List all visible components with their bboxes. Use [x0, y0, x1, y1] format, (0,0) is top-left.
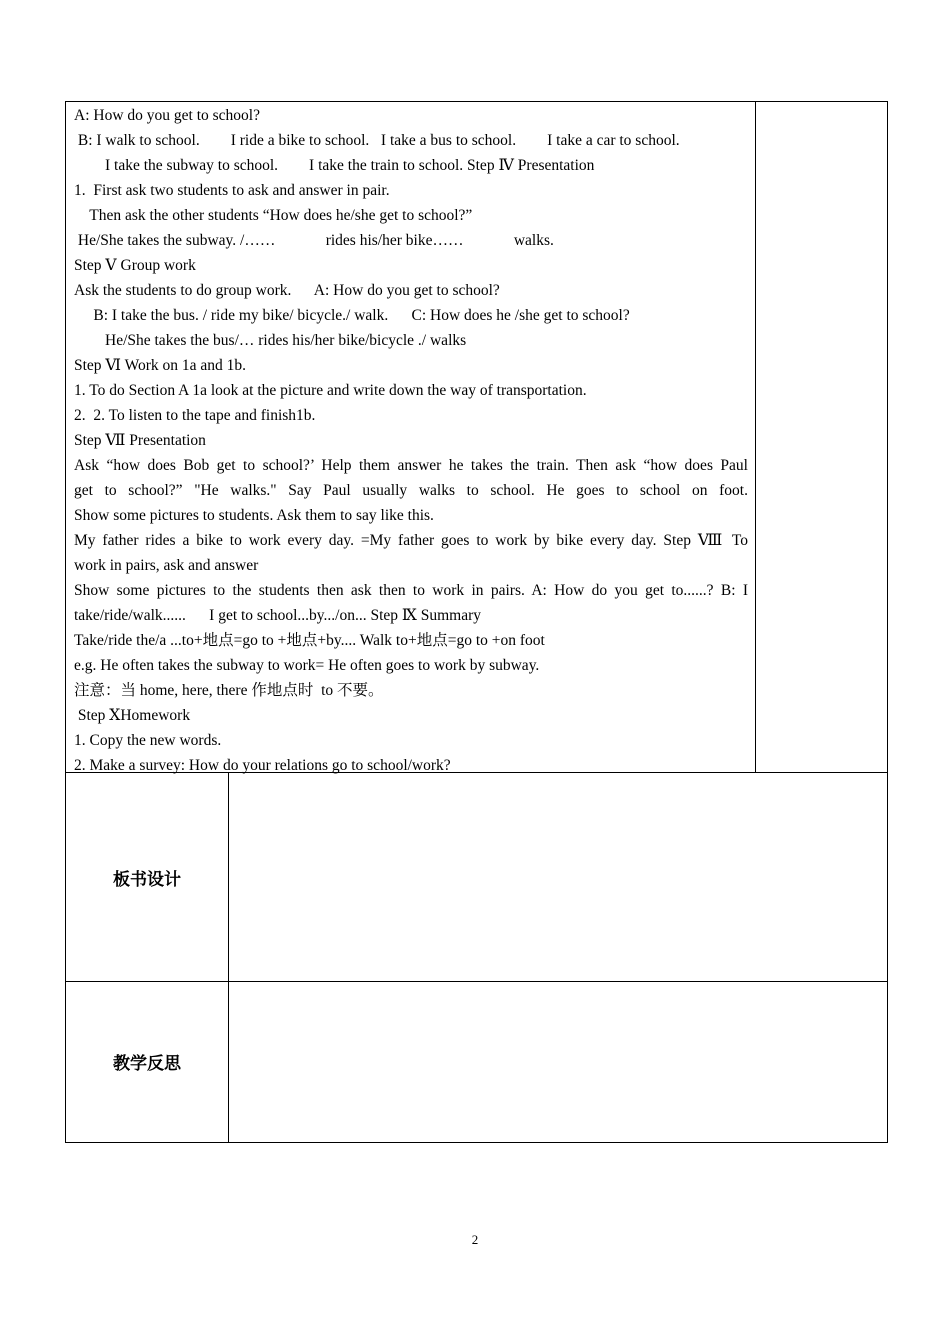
lesson-line: Show some pictures to students. Ask them to say like this.: [74, 507, 434, 524]
lesson-line: Then ask the other students “How does he/she get to school?”: [74, 207, 473, 224]
lesson-line: Ask the students to do group work. A: How do you get to school?: [74, 282, 500, 299]
lesson-line: 1. To do Section A 1a look at the picture and write down the way of transportation.: [74, 382, 587, 399]
lesson-procedure-cell: [66, 102, 756, 772]
board-design-label: 板书设计: [113, 869, 181, 890]
lesson-line: He/She takes the bus/… rides his/her bike/bicycle ./ walks: [74, 332, 467, 349]
lesson-line: Show some pictures to the students then ask then to work in pairs. A: How do you get to......? B: I: [74, 582, 748, 599]
lesson-line: He/She takes the subway. /…… rides his/her bike…… walks.: [74, 232, 554, 249]
teaching-reflection-label: 教学反思: [113, 1054, 181, 1074]
lesson-line: I take the subway to school. I take the train to school. Step Ⅳ Presentation: [74, 157, 595, 174]
lesson-line: B: I take the bus. / ride my bike/ bicycle./ walk. C: How does he /she get to school?: [74, 307, 630, 324]
lesson-line: A: How do you get to school?: [74, 107, 260, 124]
board-design-label-cell: [66, 773, 229, 981]
lesson-line: Step ⅩHomework: [74, 707, 191, 724]
teaching-reflection-label-cell: [66, 981, 229, 1142]
board-design-row: [65, 773, 888, 982]
lesson-line: Take/ride the/a ...to+地点=go to +地点+by.... Walk to+地点=go to +on foot: [74, 632, 545, 649]
lesson-line: work in pairs, ask and answer: [74, 557, 259, 574]
lesson-line: Ask “how does Bob get to school?’ Help them answer he takes the train. Then ask “how does Paul: [74, 457, 748, 474]
teaching-reflection-row: [65, 981, 888, 1143]
lesson-line: Step Ⅶ Presentation: [74, 432, 206, 449]
lesson-line: Step Ⅴ Group work: [74, 257, 196, 274]
lesson-line: 1. Copy the new words.: [74, 732, 222, 749]
lesson-line: 注意：当 home, here, there 作地点时 to 不要。: [74, 682, 384, 699]
lesson-line: B: I walk to school. I ride a bike to school. I take a bus to school. I take a car to school.: [74, 132, 680, 149]
lesson-line: e.g. He often takes the subway to work= He often goes to work by subway.: [74, 657, 540, 674]
lesson-line: Step Ⅵ Work on 1a and 1b.: [74, 357, 247, 374]
page-number: 2: [471, 1232, 479, 1247]
lesson-line: 1. First ask two students to ask and answer in pair.: [74, 182, 390, 199]
lesson-line: take/ride/walk...... I get to school...by.../on... Step Ⅸ Summary: [74, 607, 481, 624]
lesson-line: get to school?” "He walks." Say Paul usually walks to school. He goes to school on foot.: [74, 482, 748, 499]
lesson-line: 2. 2. To listen to the tape and finish1b.: [74, 407, 316, 424]
lesson-line: 2. Make a survey: How do your relations go to school/work?: [74, 757, 451, 774]
lesson-procedure-box: [65, 101, 888, 773]
lesson-line: My father rides a bike to work every day. =My father goes to work by bike every day. Step Ⅷ To: [74, 532, 748, 549]
